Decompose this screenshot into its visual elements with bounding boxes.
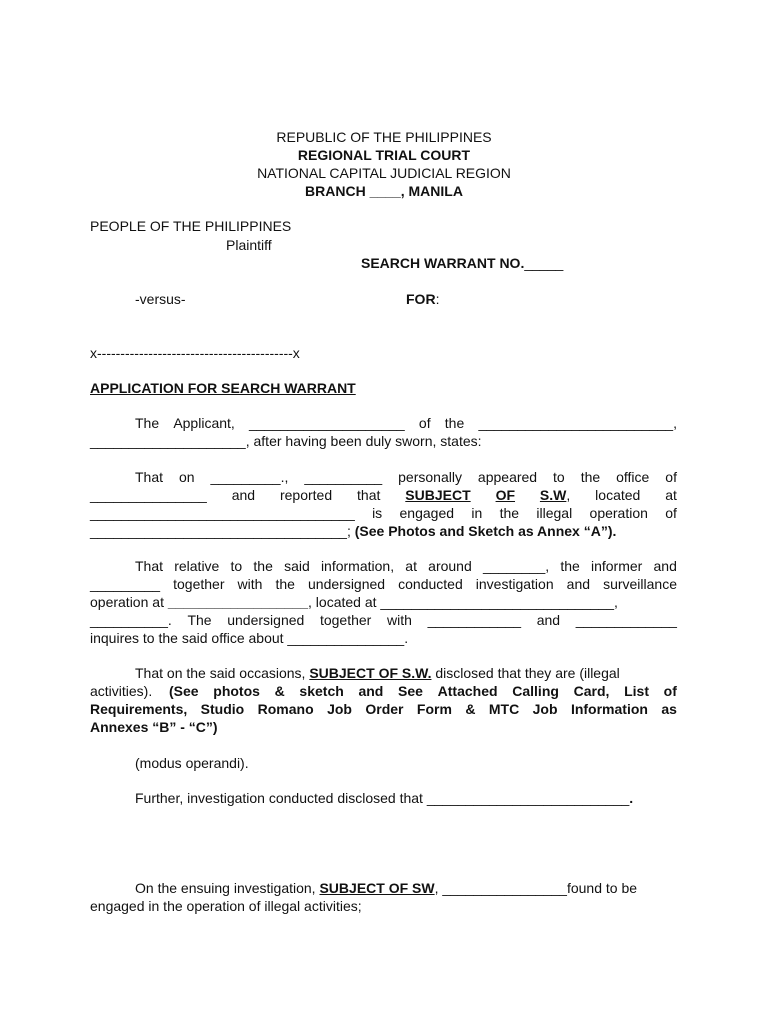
text-word: in	[471, 505, 483, 521]
warrant-blank: _____	[524, 255, 564, 271]
blank-field: _________	[90, 576, 161, 592]
p4-row-4: Annexes “B” - “C”)	[90, 719, 218, 735]
caption-versus: -versus-	[135, 291, 186, 307]
caption-party: PEOPLE OF THE PHILIPPINES	[90, 218, 292, 234]
blank-field: ________,	[482, 558, 550, 574]
text-word: , ________________found to be	[434, 880, 638, 896]
p3-row-5: inquires to the said office about _______________.	[90, 630, 409, 646]
text-word: and	[536, 612, 561, 628]
header-branch: BRANCH ____, MANILA	[305, 183, 463, 199]
text-word: sketch	[299, 683, 344, 699]
document-title: APPLICATION FOR SEARCH WARRANT	[90, 380, 356, 396]
text-word: Card,	[573, 683, 610, 699]
text-word: of	[665, 469, 677, 485]
blank-field: _________________________________;	[90, 523, 355, 539]
text-word: undersigned	[308, 576, 386, 592]
text-word: Romano	[257, 701, 314, 717]
blank-field: __________________	[167, 594, 309, 610]
text-word: as	[661, 701, 677, 717]
p7-row-1	[135, 879, 637, 897]
text-word: surveillance	[603, 576, 677, 592]
text-word: operation	[589, 505, 648, 521]
text-word: the	[560, 558, 580, 574]
caption-for	[406, 290, 439, 308]
text-word: conducted	[398, 576, 463, 592]
text-word: The	[135, 415, 160, 431]
subject-sw-group	[540, 486, 570, 504]
text-word: Applicant,	[173, 415, 235, 431]
subject-emphasis: SUBJECT	[405, 487, 471, 503]
p3-row-4	[90, 611, 677, 629]
text-word: informer	[590, 558, 643, 574]
p1-row-1	[135, 414, 677, 432]
warrant-label: SEARCH WARRANT NO.	[361, 255, 525, 271]
header-region: NATIONAL CAPITAL JUDICIAL REGION	[257, 165, 511, 181]
text-word: Attached	[437, 683, 498, 699]
p3-row-3	[90, 593, 618, 611]
text-word: located	[595, 487, 641, 503]
caption-warrant-number	[361, 254, 563, 272]
text-word: at	[152, 594, 164, 610]
text-word: &	[274, 683, 285, 699]
text-word: On the ensuing investigation,	[135, 880, 320, 896]
text-word: See	[398, 683, 423, 699]
text-word: office	[616, 469, 650, 485]
text-word: illegal	[536, 505, 573, 521]
text-word: , located at	[308, 594, 377, 610]
text-word: on	[178, 469, 195, 485]
p5-modus-operandi: (modus operandi).	[135, 755, 249, 771]
text-word: &	[465, 701, 476, 717]
text-word: together	[319, 612, 372, 628]
p7-row-2: engaged in the operation of illegal activities;	[90, 898, 362, 914]
blank-field: __________________________________	[90, 505, 355, 521]
text-word: investigation	[475, 576, 554, 592]
p2-row-3	[90, 504, 677, 522]
p4-row-2	[169, 682, 677, 700]
blank-field: _____________	[575, 612, 677, 628]
text-word: ,	[566, 487, 571, 503]
blank-field: __________.	[90, 612, 172, 628]
subject-emphasis: SUBJECT OF S.W.	[309, 665, 432, 681]
blank-field: ______________________________,	[380, 594, 618, 610]
text-word: Job	[532, 701, 558, 717]
blank-field: __________	[304, 469, 383, 485]
text-word: Order	[365, 701, 404, 717]
blank-field: _______________	[90, 487, 207, 503]
p1-row-2: ____________________, after having been duly sworn, states:	[90, 433, 482, 449]
caption-party-role: Plaintiff	[226, 237, 272, 253]
subject-emphasis: OF	[495, 487, 516, 503]
text-word: Requirements,	[90, 701, 188, 717]
p3-row-1	[135, 557, 677, 575]
text-word: personally	[398, 469, 462, 485]
for-label: FOR	[406, 291, 436, 307]
text-word: the	[444, 415, 465, 431]
text-word: undersigned	[227, 612, 305, 628]
text-word: and	[653, 558, 677, 574]
text-word: Job	[327, 701, 352, 717]
text-word: to	[230, 558, 243, 574]
p4-row-3	[90, 700, 677, 718]
text-word: said	[284, 558, 310, 574]
text-word: That	[135, 469, 164, 485]
text-word: the	[580, 469, 601, 485]
p3-row-2	[90, 575, 677, 593]
text-word: with	[387, 612, 412, 628]
text-word: Further, investigation conducted disclosed that __________________________	[135, 790, 630, 806]
text-word: with	[237, 576, 263, 592]
text-word: the	[253, 558, 273, 574]
text-word: disclosed that they are (illegal	[431, 665, 620, 681]
text-word: at	[665, 487, 677, 503]
text-word: the	[499, 505, 520, 521]
text-word: is	[372, 505, 383, 521]
p2-row-4	[90, 522, 616, 540]
text-word: reported	[279, 487, 333, 503]
text-word: around	[428, 558, 472, 574]
text-word: and	[566, 576, 591, 592]
text-word: That	[135, 558, 164, 574]
text-word: .	[629, 790, 634, 806]
text-word: together	[173, 576, 225, 592]
blank-field: ____________________	[248, 415, 405, 431]
text-word: Calling	[512, 683, 559, 699]
header-court: REGIONAL TRIAL COURT	[297, 147, 471, 163]
text-word: to	[553, 469, 565, 485]
text-word: MTC	[488, 701, 520, 717]
text-word: appeared	[477, 469, 538, 485]
p2-row-2	[90, 486, 677, 504]
text-word: relative	[174, 558, 220, 574]
text-word: the	[275, 576, 295, 592]
p4-row-1	[135, 664, 620, 682]
subject-emphasis: S.W	[539, 487, 567, 503]
text-word: and	[231, 487, 256, 503]
text-word: that	[357, 487, 381, 503]
text-word: Information	[570, 701, 648, 717]
text-word: photos	[213, 683, 260, 699]
text-word: engaged	[399, 505, 455, 521]
text-word: List	[624, 683, 649, 699]
text-word: at	[405, 558, 417, 574]
for-colon: :	[435, 291, 440, 307]
caption-divider: x------------------------------------------x	[90, 345, 300, 361]
annex-reference: (See Photos and Sketch as Annex “A”).	[354, 523, 617, 539]
text-word: of	[665, 505, 677, 521]
text-word: (See	[169, 683, 199, 699]
text-word: information,	[320, 558, 395, 574]
text-word: and	[358, 683, 384, 699]
blank-field: ____________	[427, 612, 522, 628]
blank-field: _________.,	[210, 469, 289, 485]
p4-row-2-lead: activities).	[90, 683, 157, 699]
text-word: Studio	[200, 701, 245, 717]
subject-emphasis: SUBJECT OF SW	[319, 880, 435, 896]
text-word: operation	[90, 594, 149, 610]
text-word: Form	[416, 701, 452, 717]
p2-row-1	[135, 468, 677, 486]
blank-field: _________________________,	[478, 415, 677, 431]
p6-row-1	[135, 789, 633, 807]
text-word: of	[663, 683, 677, 699]
text-word: of	[418, 415, 431, 431]
text-word: The	[187, 612, 212, 628]
text-word: That on the said occasions,	[135, 665, 310, 681]
header-republic: REPUBLIC OF THE PHILIPPINES	[276, 129, 492, 145]
